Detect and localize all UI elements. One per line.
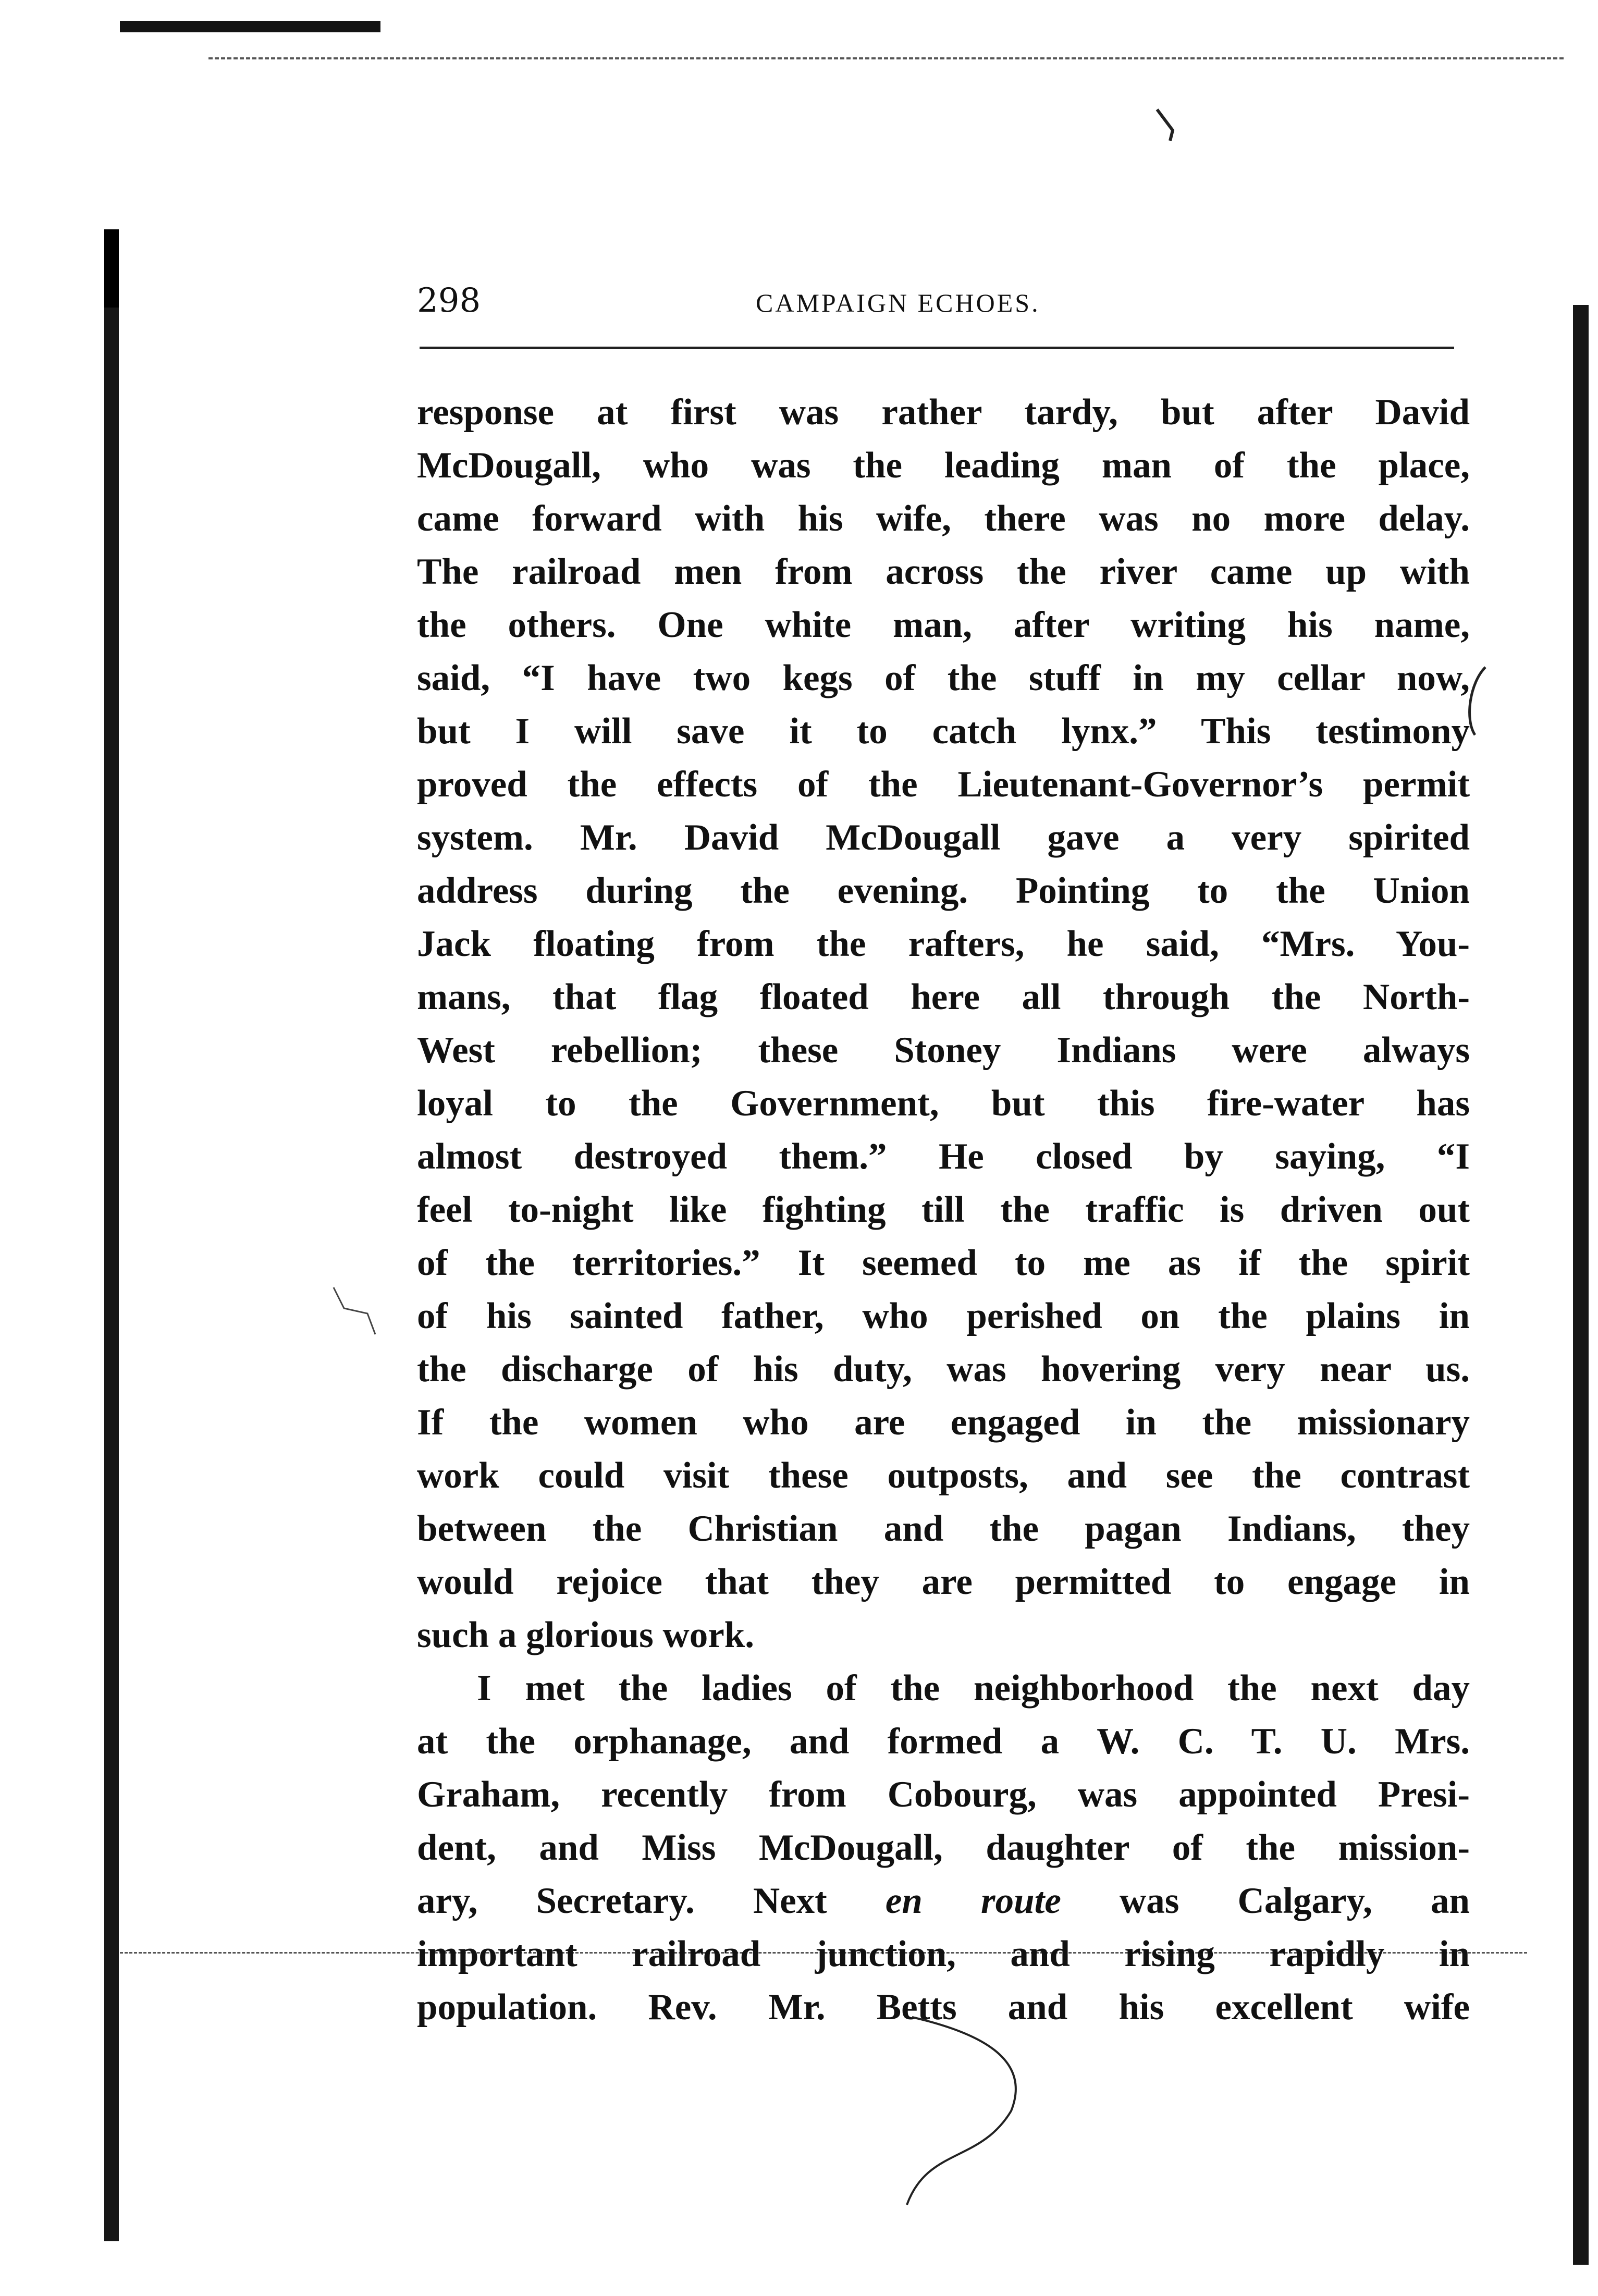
text-line: population. Rev. Mr. Betts and his excellent wife	[417, 1987, 1470, 2028]
text-line	[417, 1662, 1470, 1715]
text-line: but I will save it to catch lynx.” This testimony	[417, 711, 1470, 752]
italic-phrase: en route	[885, 1881, 1061, 1921]
text-line: feel to-night like fighting till the traffic is driven out	[417, 1189, 1470, 1230]
text-line: work could visit these outposts, and see the contrast	[417, 1455, 1470, 1496]
text-line: system. Mr. David McDougall gave a very spirited	[417, 817, 1470, 858]
text-line: response at first was rather tardy, but after David	[417, 392, 1470, 433]
text-line: said, “I have two kegs of the stuff in my cellar now,	[417, 658, 1470, 698]
text-line: the discharge of his duty, was hovering very near us.	[417, 1349, 1470, 1390]
text-line: address during the evening. Pointing to the Union	[417, 870, 1470, 911]
scan-dashed-line-top	[208, 57, 1564, 59]
pencil-mark-curve	[907, 2017, 1016, 2205]
text-line: at the orphanage, and formed a W. C. T. U. Mrs.	[417, 1721, 1470, 1762]
scan-border-left	[104, 229, 119, 2241]
text-line: loyal to the Government, but this fire-water has	[417, 1083, 1470, 1124]
scan-border-left-dark	[104, 229, 119, 308]
running-head: CAMPAIGN ECHOES.	[756, 288, 1040, 317]
text-line: proved the effects of the Lieutenant-Governor’s permit	[417, 764, 1470, 805]
pencil-mark-bracket	[1470, 667, 1485, 735]
text-line: mans, that flag floated here all through the North-	[417, 977, 1470, 1017]
text-line-content: I met the ladies of the neighborhood the next day	[477, 1668, 1470, 1709]
text-line: the others. One white man, after writing his name,	[417, 605, 1470, 645]
text-line: between the Christian and the pagan Indians, they	[417, 1508, 1470, 1549]
text-line: of the territories.” It seemed to me as if the spirit	[417, 1243, 1470, 1283]
text-line: would rejoice that they are permitted to engage in	[417, 1562, 1470, 1602]
text-line: important railroad junction, and rising rapidly in	[417, 1934, 1470, 1974]
header-rule	[420, 347, 1454, 349]
text-line: of his sainted father, who perished on the plains in	[417, 1296, 1470, 1336]
text-line: Jack floating from the rafters, he said, “Mrs. You-	[417, 924, 1470, 964]
text-line: McDougall, who was the leading man of the place,	[417, 445, 1470, 486]
text-line: Graham, recently from Cobourg, was appointed Presi-	[417, 1774, 1470, 1815]
text-line: such a glorious work.	[417, 1615, 754, 1655]
text-line: West rebellion; these Stoney Indians were always	[417, 1030, 1470, 1071]
text-line: If the women who are engaged in the missionary	[417, 1402, 1470, 1443]
page-header	[417, 281, 1470, 323]
paragraph-1	[417, 386, 1470, 1662]
paragraph-2	[417, 1662, 1470, 2034]
text-line: came forward with his wife, there was no more delay.	[417, 498, 1470, 539]
scan-border-top	[120, 21, 380, 32]
text-line: The railroad men from across the river came up with	[417, 551, 1470, 592]
text-segment: ary, Secretary. Next	[417, 1881, 886, 1921]
body-text	[417, 386, 1470, 2034]
scan-border-right	[1573, 305, 1589, 2265]
pencil-mark-margin	[334, 1287, 375, 1334]
pencil-mark-top	[1157, 109, 1173, 141]
text-line: dent, and Miss McDougall, daughter of the mission-	[417, 1827, 1470, 1868]
page-number: 298	[417, 281, 481, 320]
text-line	[417, 1874, 1470, 1927]
text-line: almost destroyed them.” He closed by saying, “I	[417, 1136, 1470, 1177]
text-segment: was Calgary, an	[1061, 1881, 1470, 1921]
